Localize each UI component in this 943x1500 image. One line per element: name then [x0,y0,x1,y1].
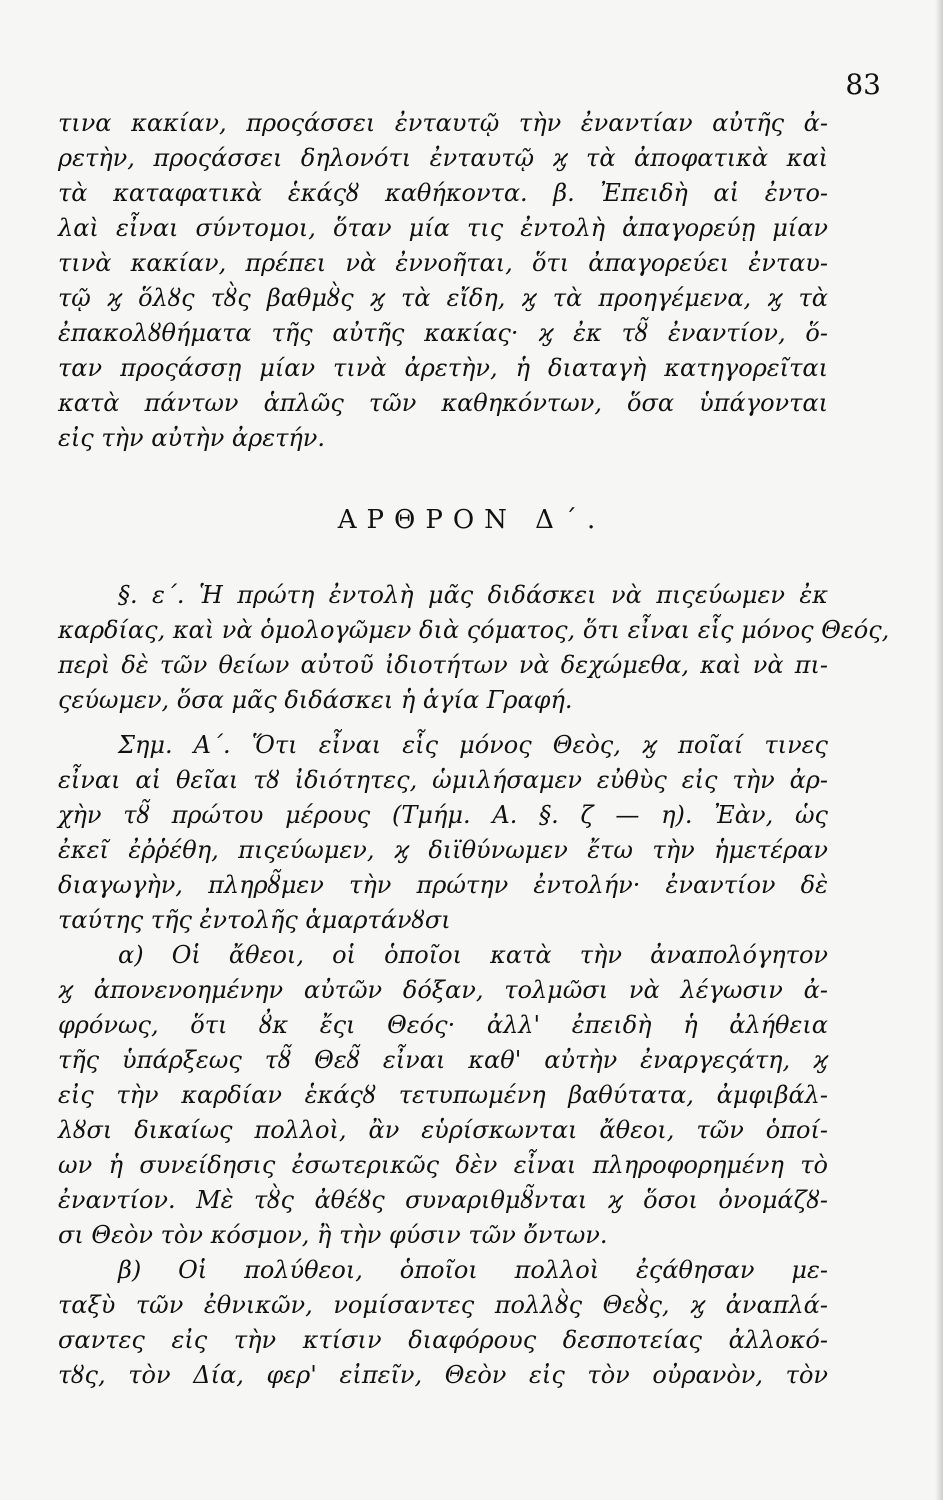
text-line: α) Οἱ ἄθεοι, οἱ ὁποῖοι κατὰ τὴν ἀναπολόγητον [118,941,828,969]
text-line: ςεύωμεν, ὅσα μᾶς διδάσκει ἡ ἁγία Γραφή. [58,686,573,714]
paragraph-continuation [58,106,828,456]
text-line: τȣς, τὸν Δία, φερ' εἰπεῖν, Θεὸν εἰς τὸν οὐρανὸν, τὸν [58,1361,828,1389]
text-line: φρόνως, ὅτι ȣ̓κ ἔςι Θεός· ἀλλ' ἐπειδὴ ἡ ἀλήθεια [58,1011,828,1039]
page-number: 83 [845,68,881,101]
text-line: σαντες εἰς τὴν κτίσιν διαφόρους δεσποτείας ἀλλοκό- [58,1326,828,1354]
text-line: διαγωγὴν, πληρȣ̃μεν τὴν πρώτην ἐντολήν· ἐναντίον δὲ [58,871,828,899]
text-line: χὴν τȣ̃ πρώτου μέρους (Τμήμ. Α. §. ζ — η). Ἐὰν, ὡς [58,801,828,829]
text-line: τῆς ὑπάρξεως τȣ̃ Θεȣ̃ εἶναι καθ' αὐτὴν ἐναργεςάτη, ϗ [58,1046,828,1074]
text-line: κατὰ πάντων ἁπλῶς τῶν καθηκόντων, ὅσα ὑπάγονται [58,389,828,417]
text-line: §. ε΄. Ἡ πρώτη ἐντολὴ μᾶς διδάσκει νὰ πιςεύωμεν ἐκ [118,581,828,609]
text-line: β) Οἱ πολύθεοι, ὁποῖοι πολλοὶ ἐςάθησαν με- [118,1256,828,1284]
text-line: ταύτης τῆς ἐντολῆς ἁμαρτάνȣσι [58,906,451,934]
text-line: τῷ ϗ ὅλȣς τȣ̀ς βαθμȣ̀ς ϗ τὰ εἴδη, ϗ τὰ προηγέμενα, ϗ τὰ [58,284,828,312]
text-line: ταξὺ τῶν ἐθνικῶν, νομίσαντες πολλȣ̀ς Θεȣ̀ς, ϗ ἀναπλά- [58,1291,828,1319]
text-line: τινὰ κακίαν, πρέπει νὰ ἐννοῆται, ὅτι ἀπαγορεύει ἐνταυ- [58,249,828,277]
text-line: Σημ. Α΄. Ὅτι εἶναι εἷς μόνος Θεὸς, ϗ ποῖαί τινες [118,731,828,759]
article-heading: ΑΡΘΡΟΝ Δ΄. [337,505,606,535]
text-line: εἶναι αἱ θεῖαι τȣ ἰδιότητες, ὡμιλήσαμεν εὐθὺς εἰς τὴν ἀρ- [58,766,828,794]
text-line: ρετὴν, προςάσσει δηλονότι ἐνταυτῷ ϗ τὰ ἀποφατικὰ καὶ [58,144,828,172]
text-line: λȣσι δικαίως πολλοὶ, ἂν εὑρίσκωνται ἄθεοι, τῶν ὁποί- [58,1116,828,1144]
text-line: ων ἡ συνείδησις ἐσωτερικῶς δὲν εἶναι πληροφορημένη τὸ [58,1151,828,1179]
text-line: τινα κακίαν, προςάσσει ἐνταυτῷ τὴν ἐναντίαν αὐτῆς ἀ- [58,109,828,137]
text-line: ἐπακολȣθήματα τῆς αὐτῆς κακίας· ϗ ἐκ τȣ̃ ἐναντίον, ὅ- [58,319,828,347]
text-line: ϗ ἀπονενοημένην αὐτῶν δόξαν, τολμῶσι νὰ λέγωσιν ἀ- [58,976,828,1004]
text-line: καρδίας, καὶ νὰ ὁμολογῶμεν διὰ ςόματος, ὅτι εἶναι εἷς μόνος Θεός, [58,616,890,644]
text-line: ἐκεῖ ἐῤῥέθη, πιςεύωμεν, ϗ διϊθύνωμεν ἔτω τὴν ἡμετέραν [58,836,828,864]
text-line: ταν προςάσσῃ μίαν τινὰ ἀρετὴν, ἡ διαταγὴ κατηγορεῖται [58,354,828,382]
paragraph-gap [58,718,828,728]
article-body [58,578,890,1393]
text-line: ἐναντίον. Μὲ τȣ̀ς ἀθέȣς συναριθμȣ̃νται ϗ ὅσοι ὀνομάζȣ- [58,1186,828,1214]
text-line: εἰς τὴν καρδίαν ἑκάςȣ τετυπωμένη βαθύτατα, ἀμφιβάλ- [58,1081,828,1109]
page-edge-shadow [935,0,943,1500]
text-line: εἰς τὴν αὐτὴν ἀρετήν. [58,424,325,452]
text-line: περὶ δὲ τῶν θείων αὐτοῦ ἰδιοτήτων νὰ δεχώμεθα, καὶ νὰ πι- [58,651,828,679]
text-line: σι Θεὸν τὸν κόσμον, ἢ τὴν φύσιν τῶν ὄντων. [58,1221,608,1249]
text-line: λαὶ εἶναι σύντομοι, ὅταν μία τις ἐντολὴ ἀπαγορεύῃ μίαν [58,214,828,242]
text-line: τὰ καταφατικὰ ἑκάςȣ καθήκοντα. β. Ἐπειδὴ αἱ ἐντο- [58,179,828,207]
